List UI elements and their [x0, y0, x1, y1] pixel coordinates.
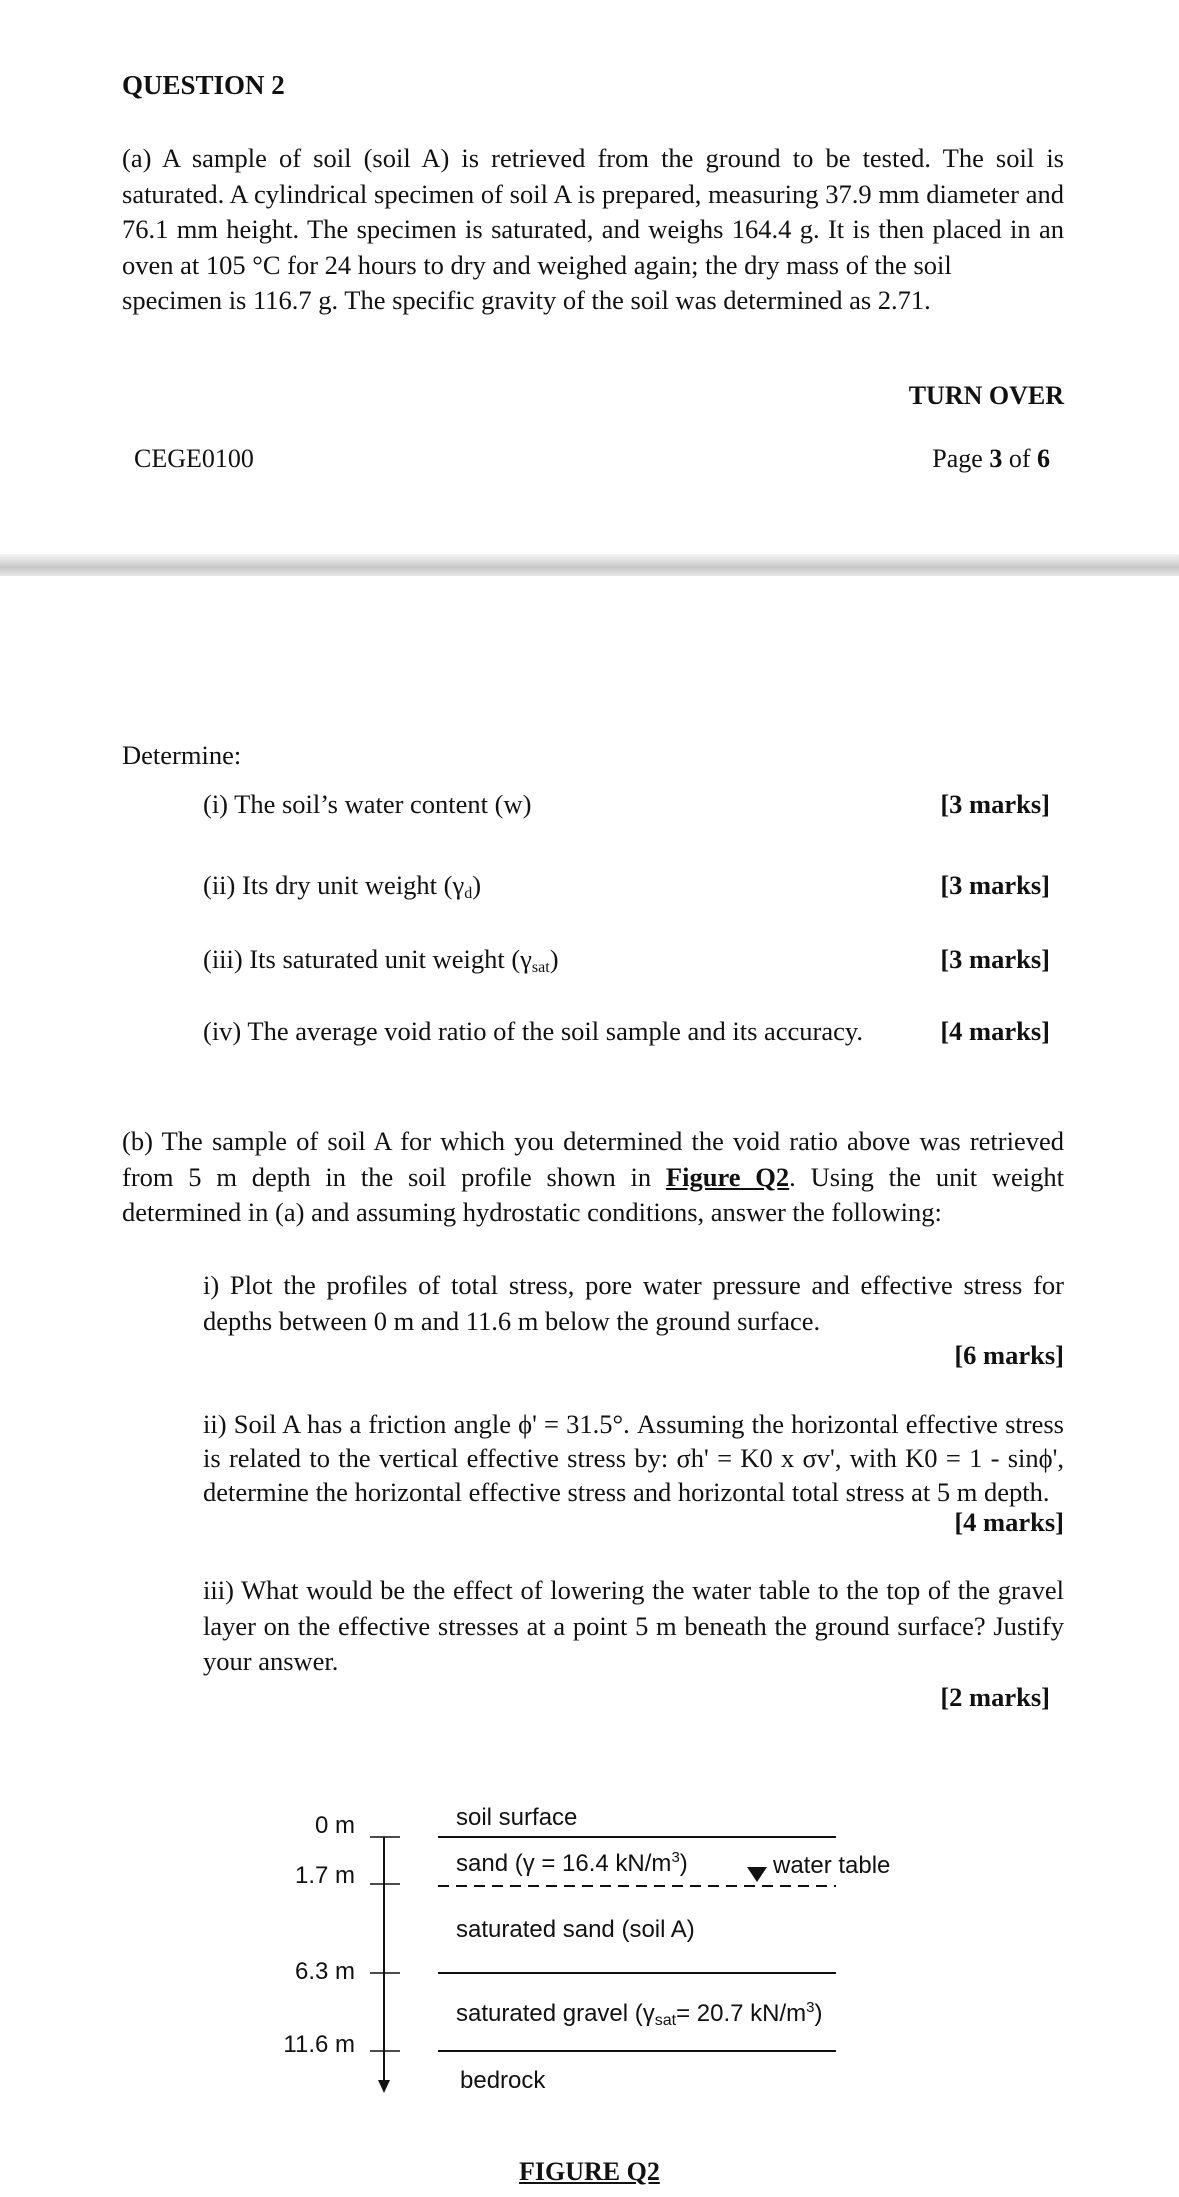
sand-label-close: ) [679, 1850, 688, 1877]
b-ii-line1: ii) Soil A has a friction angle ϕ' = 31.5°. Assuming the horizontal effective stress [203, 1409, 1064, 1439]
question-title: QUESTION 2 [122, 70, 285, 100]
part-a-text: (a) A sample of soil (soil A) is retrieved from the ground to be tested. The soil is saturated. A cylindrical specimen of soil A is prepared, measuring 37.9 mm diameter and 76.1 mm height. The specimen is saturated, and weighs 164.4 g. It is then placed in an oven at 105 °C for 24 hours to dry and weighed again; the dry mass of the soil [122, 143, 1064, 280]
part-b-line2-pre: from 5 m depth in the soil profile shown in [122, 1161, 666, 1192]
soil-surface-label: soil surface [456, 1804, 578, 1831]
gravel-label-sub: sat [654, 2012, 677, 2029]
course-code: CEGE0100 [134, 444, 254, 473]
item-ii-sub: d [464, 885, 473, 902]
item-ii-post: ) [472, 870, 482, 900]
b-iii-line1: iii) What would be the effect of lowering the water table to the top of the gravel [203, 1575, 1064, 1605]
item-iii-text: (iii) Its saturated unit weight (γ [203, 944, 532, 974]
item-i-text: (i) The soil’s water content (w) [203, 789, 532, 819]
part-b-line1: (b) The sample of soil A for which you determined the void ratio above was retrieved [122, 1126, 1064, 1156]
water-table-marker-icon [747, 1867, 767, 1882]
b-i-line1: i) Plot the profiles of total stress, pore water pressure and effective stress for [203, 1270, 1064, 1300]
b-iii-line2: layer on the effective stresses at a point 5 m beneath the ground surface? Justify [203, 1610, 1064, 1641]
depth-label-1: 1.7 m [294, 1862, 355, 1889]
gravel-label [456, 1999, 823, 2030]
item-iii-sub: sat [531, 959, 550, 976]
page-of: of [1002, 444, 1037, 473]
item-iv-text: (iv) The average void ratio of the soil sample and its accuracy. [203, 1016, 864, 1046]
part-b-line3: determined in (a) and assuming hydrostatic conditions, answer the following: [122, 1197, 942, 1227]
gravel-label-text: saturated gravel (γ [456, 2000, 655, 2027]
saturated-sand-label: saturated sand (soil A) [456, 1916, 695, 1943]
sand-label-text: sand (γ = 16.4 kN/m [456, 1850, 672, 1877]
depth-label-2: 6.3 m [294, 1958, 355, 1985]
b-i-marks: [6 marks] [954, 1340, 1064, 1370]
depth-label-3: 11.6 m [283, 2031, 355, 2058]
depth-label-0: 0 m [314, 1812, 355, 1839]
page-current: 3 [989, 444, 1003, 473]
item-iv-marks: [4 marks] [940, 1016, 1050, 1046]
gravel-label-mid: = 20.7 kN/m [676, 2000, 807, 2027]
part-b-line2-post: . Using the unit weight [789, 1161, 1064, 1192]
sand-label [456, 1849, 688, 1878]
b-i-line2: depths between 0 m and 11.6 m below the ground surface. [203, 1305, 821, 1336]
figure-title: FIGURE Q2 [519, 2157, 660, 2186]
b-ii-line2: is related to the vertical effective stress by: σh' = K0 x σv', with K0 = 1 - sinϕ', [203, 1443, 1064, 1473]
item-iii-marks: [3 marks] [940, 944, 1050, 974]
item-i-marks: [3 marks] [940, 789, 1050, 819]
b-ii-line3: determine the horizontal effective stress and horizontal total stress at 5 m depth. [203, 1477, 1050, 1507]
sand-label-sup: 3 [671, 1849, 680, 1866]
page-prefix: Page [932, 444, 990, 473]
b-iii-marks: [2 marks] [940, 1682, 1050, 1712]
determine-heading: Determine: [122, 740, 242, 770]
b-ii-marks: [4 marks] [954, 1507, 1064, 1537]
water-table-label: water table [773, 1852, 891, 1879]
depth-axis-arrow [378, 2080, 390, 2093]
gravel-label-close: ) [814, 2000, 823, 2027]
item-ii-marks: [3 marks] [940, 870, 1050, 900]
gravel-label-sup: 3 [806, 1999, 815, 2016]
figure-q2-link: Figure Q2 [665, 1161, 790, 1192]
turn-over: TURN OVER [908, 381, 1064, 410]
b-iii-line3: your answer. [203, 1646, 339, 1676]
bedrock-label: bedrock [460, 2067, 546, 2094]
item-iii-post: ) [549, 944, 559, 974]
item-ii-text: (ii) Its dry unit weight (γ [203, 870, 465, 900]
part-a-last-line: specimen is 116.7 g. The specific gravity of the soil was determined as 2.71. [122, 285, 931, 315]
page-total: 6 [1037, 444, 1050, 473]
